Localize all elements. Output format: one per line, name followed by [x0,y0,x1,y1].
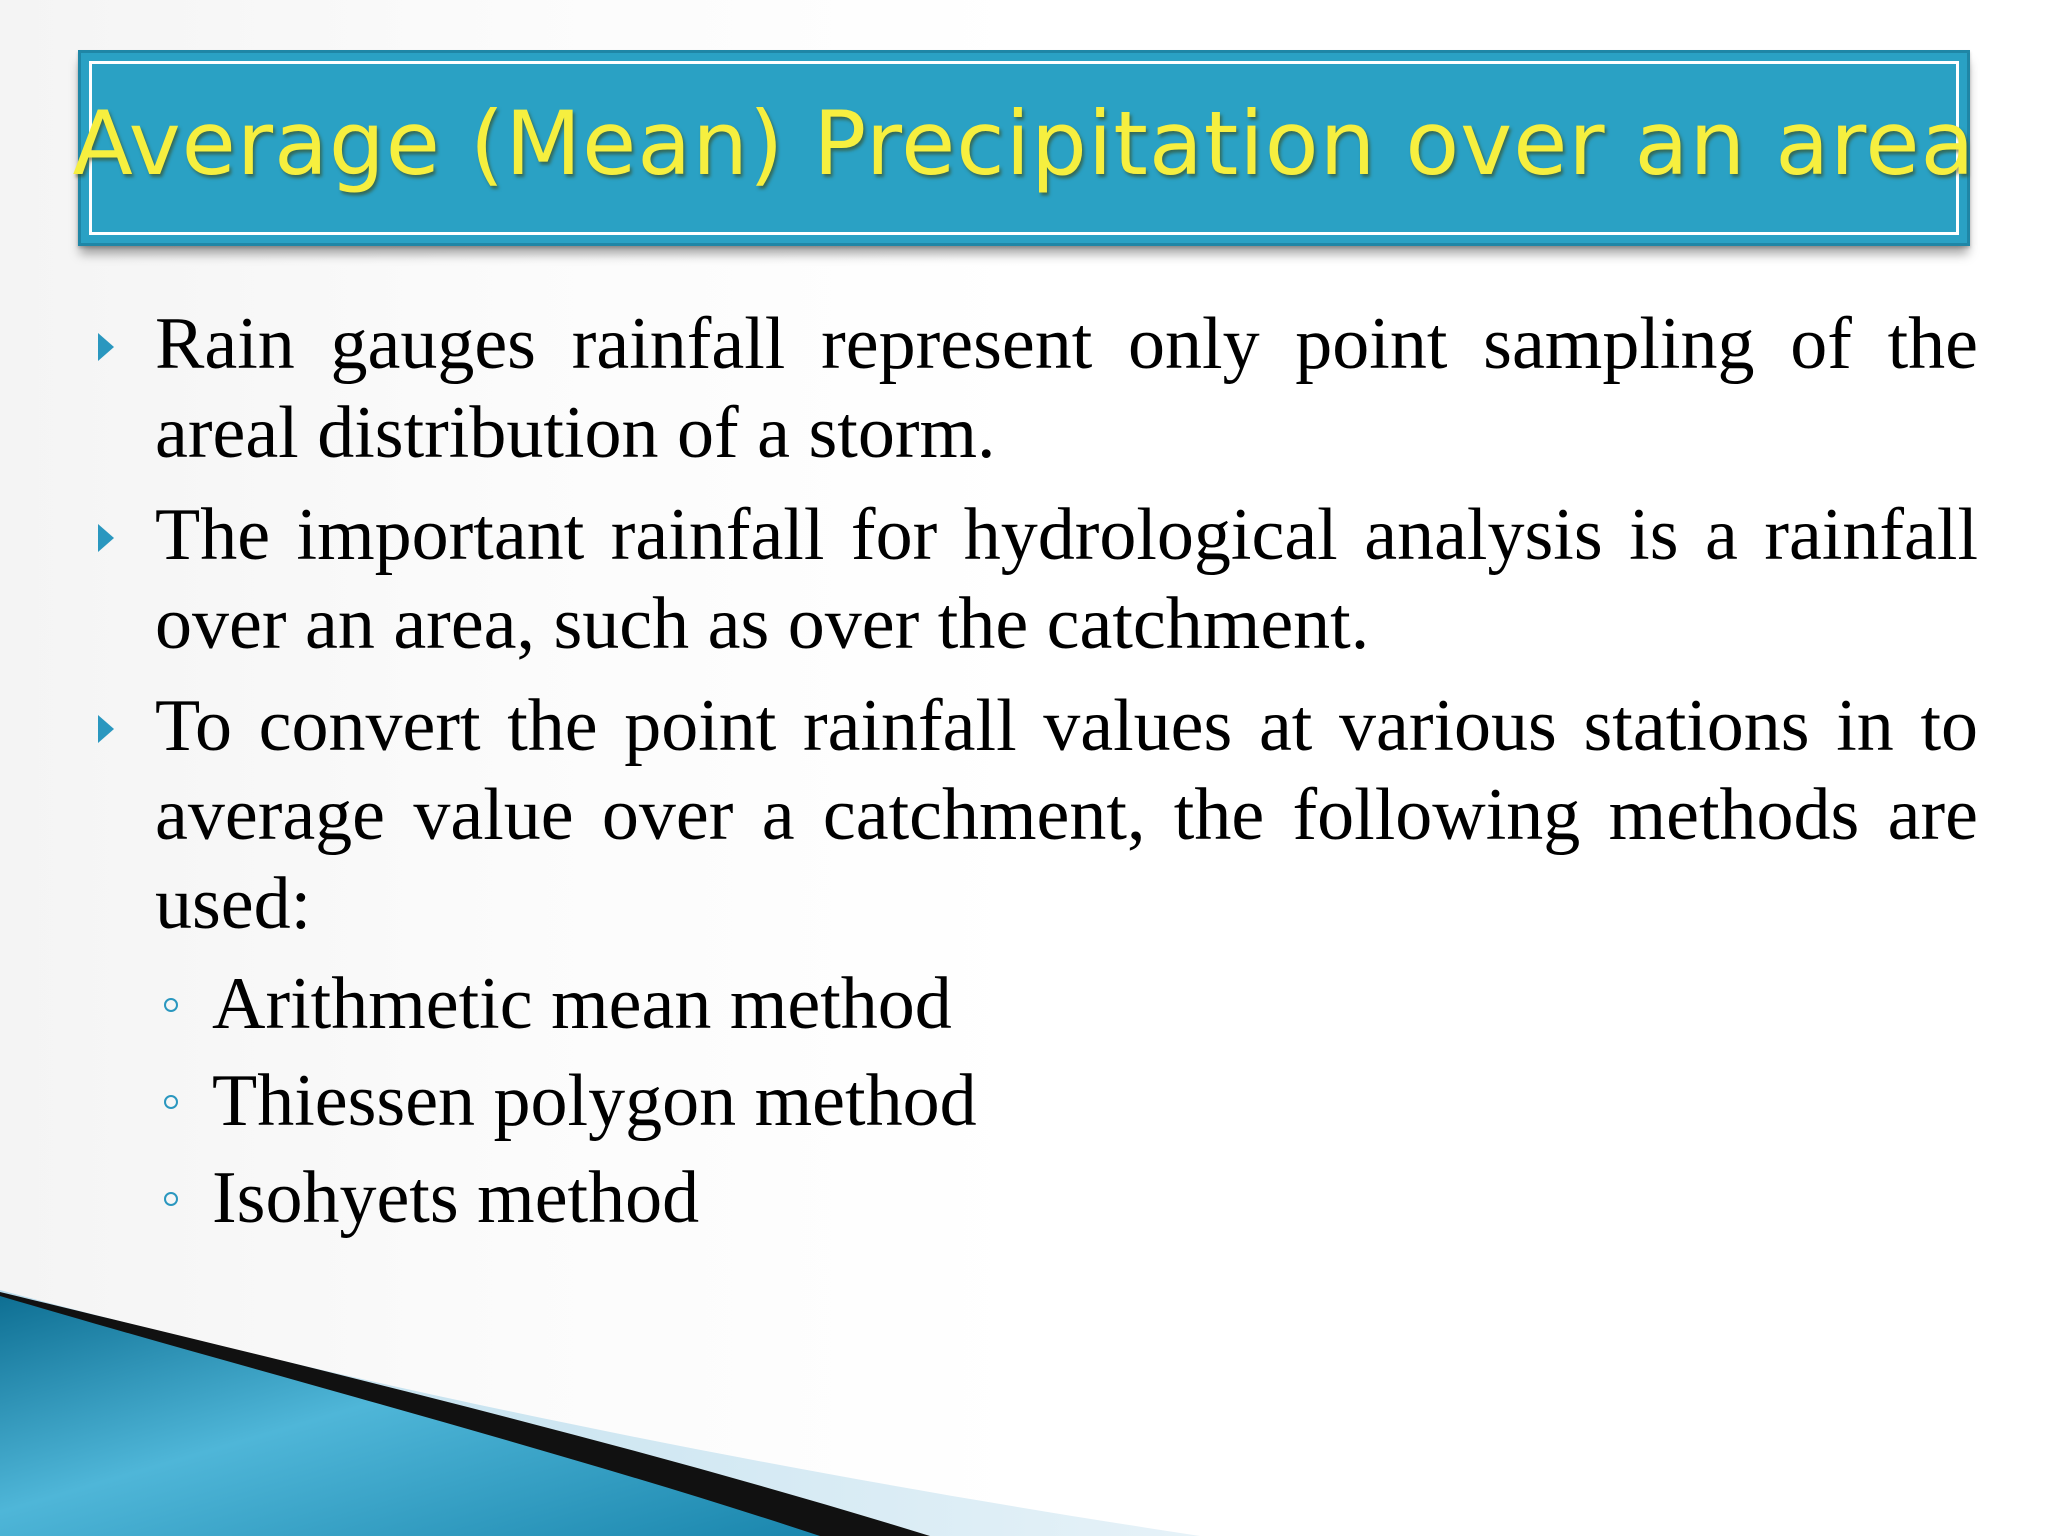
bullet-text: The important rainfall for hydrological analysis is a rainfall over an area, such as over the catchment. [155,494,1978,665]
method-item [98,1150,1978,1247]
circle-icon [164,1095,178,1109]
slide-content [98,300,1978,1247]
right-triangle-icon [98,524,114,552]
right-triangle-icon [98,333,114,361]
circle-icon [164,1192,178,1206]
method-item [98,1053,1978,1150]
title-frame [72,61,1976,235]
method-text: Arithmetic mean method [212,963,952,1045]
methods-list [98,956,1978,1247]
bullet-item [98,682,1978,949]
method-text: Thiessen polygon method [212,1060,977,1142]
circle-icon [164,998,178,1012]
title-banner [72,50,1976,246]
bullet-item [98,300,1978,478]
bullet-item [98,491,1978,669]
method-text: Isohyets method [212,1157,700,1239]
slide-title: Average (Mean) Precipitation over an area [72,91,1976,195]
bullet-text: To convert the point rainfall values at various stations in to average value over a catchment, the following methods are used: [155,685,1978,945]
method-item [98,956,1978,1053]
bullet-text: Rain gauges rainfall represent only point sampling of the areal distribution of a storm. [155,303,1978,474]
right-triangle-icon [98,715,114,743]
